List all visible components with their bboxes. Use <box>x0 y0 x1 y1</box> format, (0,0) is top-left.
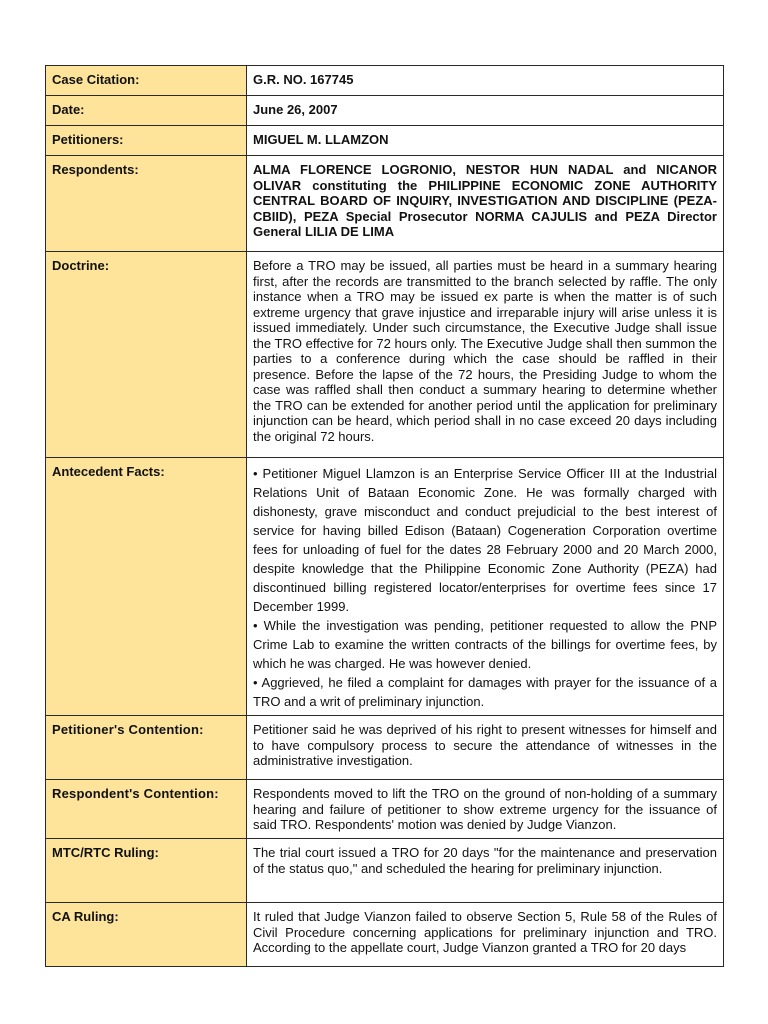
row-doctrine <box>46 252 724 458</box>
value-date: June 26, 2007 <box>247 96 724 126</box>
value-respondents: ALMA FLORENCE LOGRONIO, NESTOR HUN NADAL and NICANOR OLIVAR constituting the PHILIPPINE ECONOMIC ZONE AUTHORITY CENTRAL BOARD OF INQUIRY, INVESTIGATION AND DISCIPLINE (PEZA-CBIID), PEZA Special Prosecutor NORMA CAJULIS and PEZA Director General LILIA DE LIMA <box>247 156 724 252</box>
fact-bullet: • Aggrieved, he filed a complaint for damages with prayer for the issuance of a TRO and a writ of preliminary injunction. <box>253 675 717 709</box>
label-respondents-contention: Respondent's Contention: <box>46 780 247 839</box>
value-case-citation: G.R. NO. 167745 <box>247 66 724 96</box>
label-ca-ruling: CA Ruling: <box>46 903 247 967</box>
value-ca-ruling: It ruled that Judge Vianzon failed to observe Section 5, Rule 58 of the Rules of Civil Procedure concerning applications for preliminary injunction and TRO. According to the appellate court, Judge Vianzon granted a TRO for 20 days <box>247 903 724 967</box>
row-antecedent-facts <box>46 458 724 716</box>
value-mtc-rtc-ruling: The trial court issued a TRO for 20 days "for the maintenance and preservation of the status quo," and scheduled the hearing for preliminary injunction. <box>247 839 724 903</box>
label-case-citation: Case Citation: <box>46 66 247 96</box>
fact-bullet: • While the investigation was pending, petitioner requested to allow the PNP Crime Lab to examine the written contracts of the billings for overtime fees, by which he was charged. He was however denied. <box>253 618 717 671</box>
row-petitioners-contention <box>46 716 724 780</box>
value-doctrine: Before a TRO may be issued, all parties must be heard in a summary hearing first, after the records are transmitted to the branch selected by raffle. The only instance when a TRO may be issued ex parte is when the matter is of such extreme urgency that grave injustice and irreparable injury will arise unless it is issued immediately. Under such circumstance, the Executive Judge shall issue the TRO effective for 72 hours only. The Executive Judge shall then summon the parties to a conference during which the case should be raffled in their presence. Before the lapse of the 72 hours, the Presiding Judge to whom the case was raffled shall then conduct a summary hearing to determine whether the TRO can be extended for another period until the application for preliminary injunction can be heard, which period shall in no case exceed 20 days including the original 72 hours. <box>247 252 724 458</box>
value-petitioners-contention: Petitioner said he was deprived of his right to present witnesses for himself and to have compulsory process to secure the attendance of witnesses in the administrative investigation. <box>247 716 724 780</box>
label-petitioners-contention: Petitioner's Contention: <box>46 716 247 780</box>
case-digest-table <box>45 65 724 967</box>
value-petitioners: MIGUEL M. LLAMZON <box>247 126 724 156</box>
row-petitioners <box>46 126 724 156</box>
label-date: Date: <box>46 96 247 126</box>
label-respondents: Respondents: <box>46 156 247 252</box>
value-antecedent-facts <box>247 458 724 716</box>
label-doctrine: Doctrine: <box>46 252 247 458</box>
row-ca-ruling <box>46 903 724 967</box>
fact-bullet: • Petitioner Miguel Llamzon is an Enterprise Service Officer III at the Industrial Relations Unit of Bataan Economic Zone. He was formally charged with dishonesty, grave misconduct and conduct prejudicial to the best interest of service for having billed Edison (Bataan) Cogeneration Corporation overtime fees for unloading of fuel for the dates 28 February 2000 and 20 March 2000, despite knowledge that the Philippine Economic Zone Authority (PEZA) had discontinued billing registered locator/enterprises for overtime fees since 17 December 1999. <box>253 466 717 614</box>
row-mtc-rtc-ruling <box>46 839 724 903</box>
value-respondents-contention: Respondents moved to lift the TRO on the ground of non-holding of a summary hearing and failure of petitioner to show extreme urgency for the issuance of said TRO. Respondents' motion was denied by Judge Vianzon. <box>247 780 724 839</box>
row-case-citation <box>46 66 724 96</box>
row-respondents-contention <box>46 780 724 839</box>
label-petitioners: Petitioners: <box>46 126 247 156</box>
label-antecedent-facts: Antecedent Facts: <box>46 458 247 716</box>
label-mtc-rtc-ruling: MTC/RTC Ruling: <box>46 839 247 903</box>
row-respondents <box>46 156 724 252</box>
row-date <box>46 96 724 126</box>
